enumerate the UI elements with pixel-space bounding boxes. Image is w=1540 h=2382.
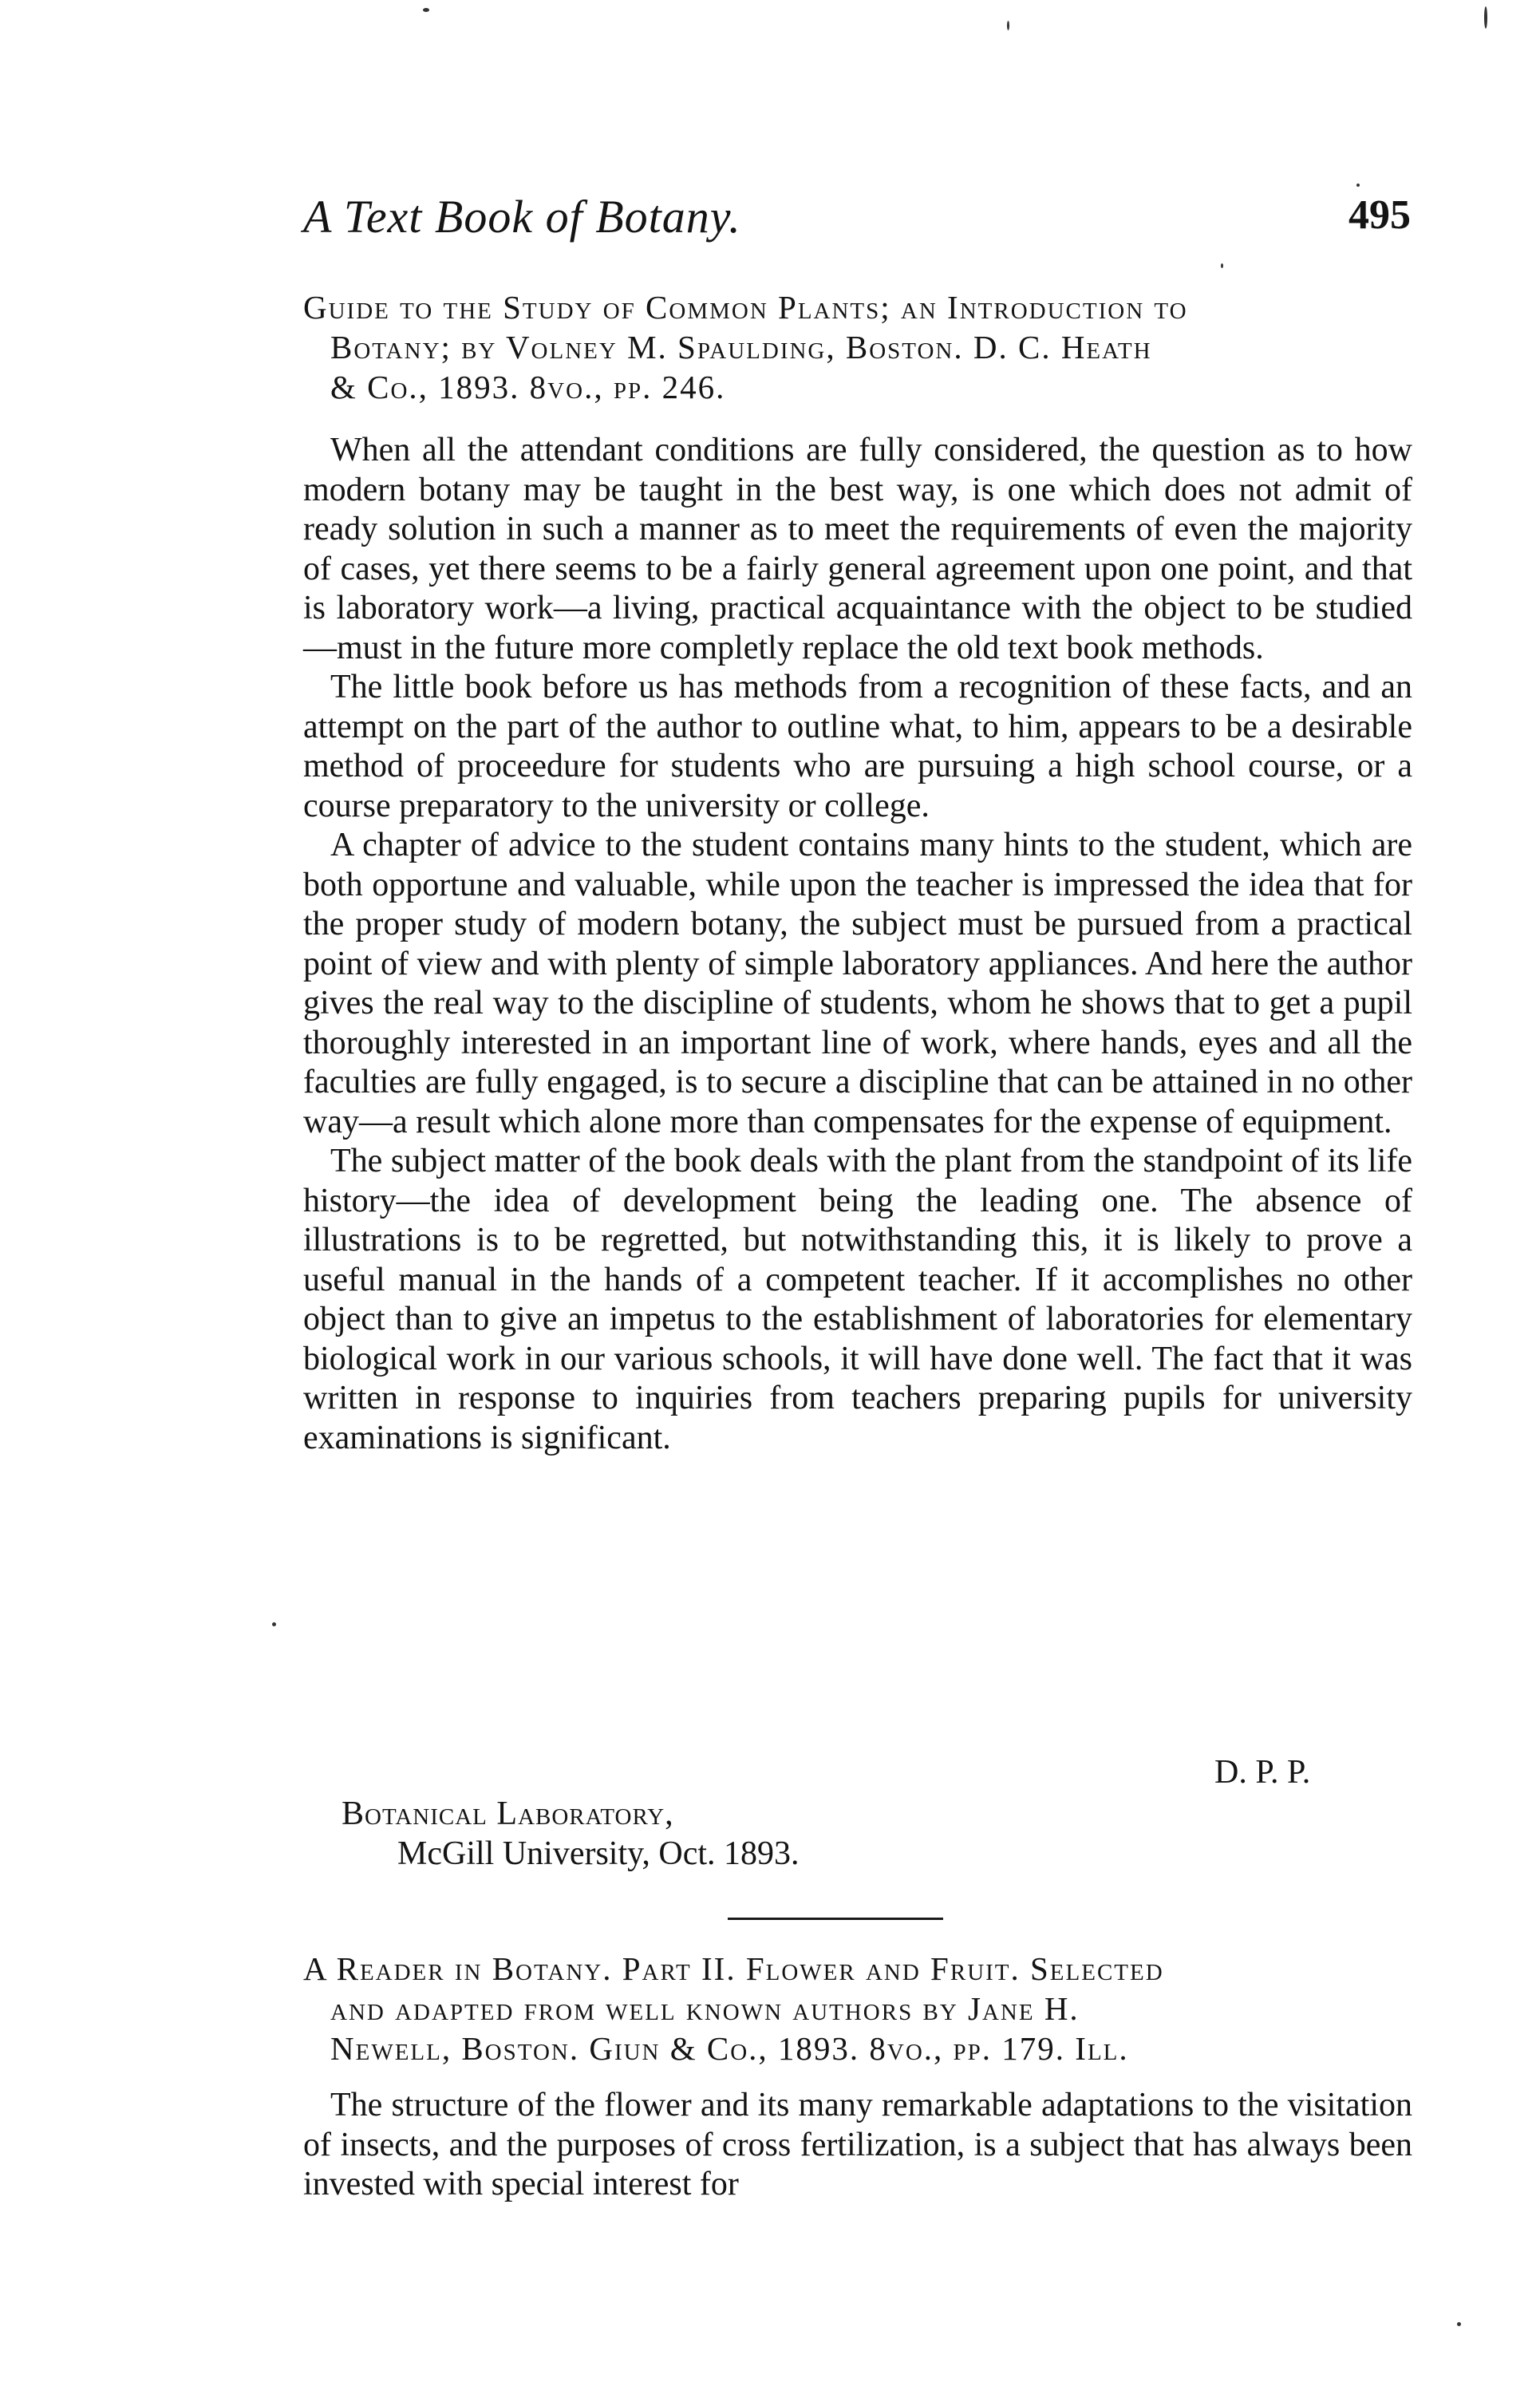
scan-speck (1356, 184, 1360, 187)
review-body (303, 431, 1412, 1458)
heading-line: A Reader in Botany. Part II. Flower and Fruit. Selected (303, 1950, 1164, 1987)
heading-line: Botany; by Volney M. Spaulding, Boston. D. C. Heath (330, 329, 1152, 365)
running-title: A Text Book of Botany. (303, 191, 741, 243)
heading-line: Guide to the Study of Common Plants; an Introduction to (303, 289, 1188, 326)
scan-speck (1221, 263, 1223, 268)
paragraph: The subject matter of the book deals with the plant from the standpoint of its life history—the idea of development being the leading one. The absence of illustrations is to be regretted, but notwithstanding this, it is likely to prove a useful manual in the hands of a competent teacher. If it accomplishes no other object than to give an impetus to the establishment of laboratories for elementary biological work in our various schools, it will have done well. The fact that it was written in response to inquiries from teachers preparing pupils for university examinations is significant. (303, 1143, 1412, 1456)
paragraph: The structure of the flower and its many remarkable adaptations to the visitation of insects, and the purposes of cross fertilization, is a subject that has always been invested with special interest for (303, 2087, 1412, 2202)
paragraph: The little book before us has methods from a recognition of these facts, and an attempt on the part of the author to outline what, to him, appears to be a desirable method of proceedure for students who are pursuing a high school course, or a course preparatory to the university or college. (303, 669, 1412, 824)
heading-line: and adapted from well known authors by Jane H. (330, 1990, 1080, 2027)
review-body (303, 2086, 1412, 2205)
page-number: 495 (1348, 192, 1411, 238)
running-head (0, 190, 1540, 254)
heading-line: & Co., 1893. 8vo., pp. 246. (330, 369, 726, 405)
scan-speck (1484, 6, 1487, 29)
reviewer-initials: D. P. P. (1214, 1754, 1311, 1791)
scan-speck (272, 1622, 276, 1626)
heading-line: Newell, Boston. Giun & Co., 1893. 8vo., pp. 179. Ill. (330, 2030, 1129, 2067)
scan-speck (1457, 2322, 1461, 2326)
section-divider (728, 1918, 943, 1920)
address-line: Botanical Laboratory, (342, 1795, 674, 1832)
review-heading (303, 287, 1188, 407)
paragraph: A chapter of advice to the student contains many hints to the student, which are both opportune and valuable, while upon the teacher is impressed the idea that for the proper study of modern botany, the subject must be pursued from a practical point of view and with plenty of simple laboratory appliances. And here the author gives the real way to the discipline of students, whom he shows that to get a pupil thoroughly interested in an important line of work, where hands, eyes and all the faculties are fully engaged, is to secure a discipline that can be attained in no other way—a result which alone more than compensates for the expense of equipment. (303, 827, 1412, 1140)
scan-speck (423, 8, 429, 12)
address-line: McGill University, Oct. 1893. (397, 1835, 800, 1872)
scan-speck (1007, 21, 1009, 30)
reviewer-address (342, 1794, 800, 1874)
review-heading (303, 1949, 1164, 2068)
paragraph: When all the attendant conditions are fully considered, the question as to how modern botany may be taught in the best way, is one which does not admit of ready solution in such a manner as to meet the requirements of even the majority of cases, yet there seems to be a fairly general agreement upon one point, and that is laboratory work—a living, practical acquaintance with the object to be studied—must in the future more completly replace the old text book methods. (303, 432, 1412, 666)
